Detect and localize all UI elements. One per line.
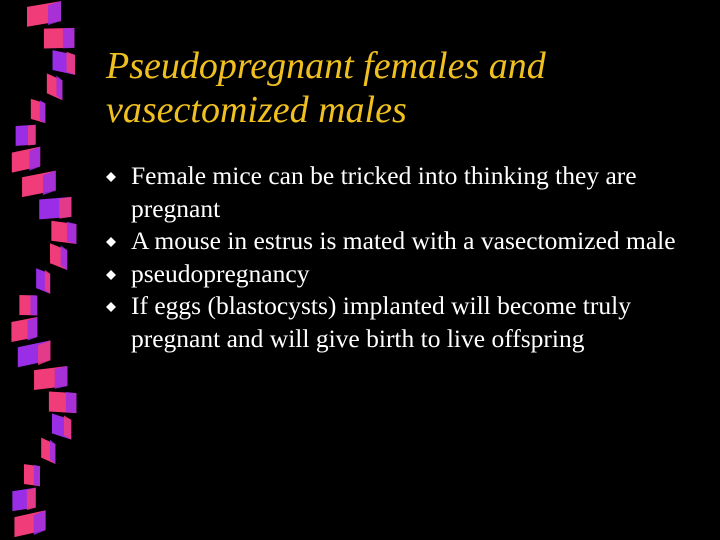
ribbon-stripe (63, 28, 75, 48)
ribbon-stripe (48, 1, 61, 25)
bullet-text: pseudopregnancy (131, 258, 310, 288)
ribbon-stripe (66, 52, 75, 75)
w-bullet-icon (106, 270, 116, 280)
ribbon-stripe (30, 295, 37, 315)
slide-title: Pseudopregnant females and vasectomized males (106, 45, 546, 131)
bullet-text: A mouse in estrus is mated with a vasectomized male (131, 226, 676, 255)
ribbon-stripe (59, 197, 71, 219)
bullet-text: If eggs (blastocysts) implanted will become truly pregnant and will give birth to live offspring (131, 291, 631, 353)
bullet-item (106, 258, 706, 291)
ribbon-stripe (28, 125, 36, 146)
ribbon-stripe (55, 366, 68, 389)
ribbon-spiral-decoration (0, 0, 110, 540)
bullet-item (106, 160, 706, 225)
ribbon-stripe (27, 317, 37, 340)
w-bullet-icon (106, 302, 116, 312)
w-bullet-icon (106, 172, 116, 182)
ribbon-stripe (27, 488, 36, 510)
bullet-item (106, 290, 706, 355)
ribbon-stripe (29, 147, 40, 171)
bullet-text: Female mice can be tricked into thinking they are pregnant (131, 161, 637, 223)
bullet-item (106, 225, 706, 258)
ribbon-stripe (66, 392, 76, 413)
ribbon-stripe (67, 222, 77, 244)
bullet-list (106, 160, 706, 355)
w-bullet-icon (106, 237, 116, 247)
ribbon-stripe (40, 100, 45, 123)
ribbon-stripe (45, 270, 50, 294)
ribbon-stripe (34, 465, 40, 486)
